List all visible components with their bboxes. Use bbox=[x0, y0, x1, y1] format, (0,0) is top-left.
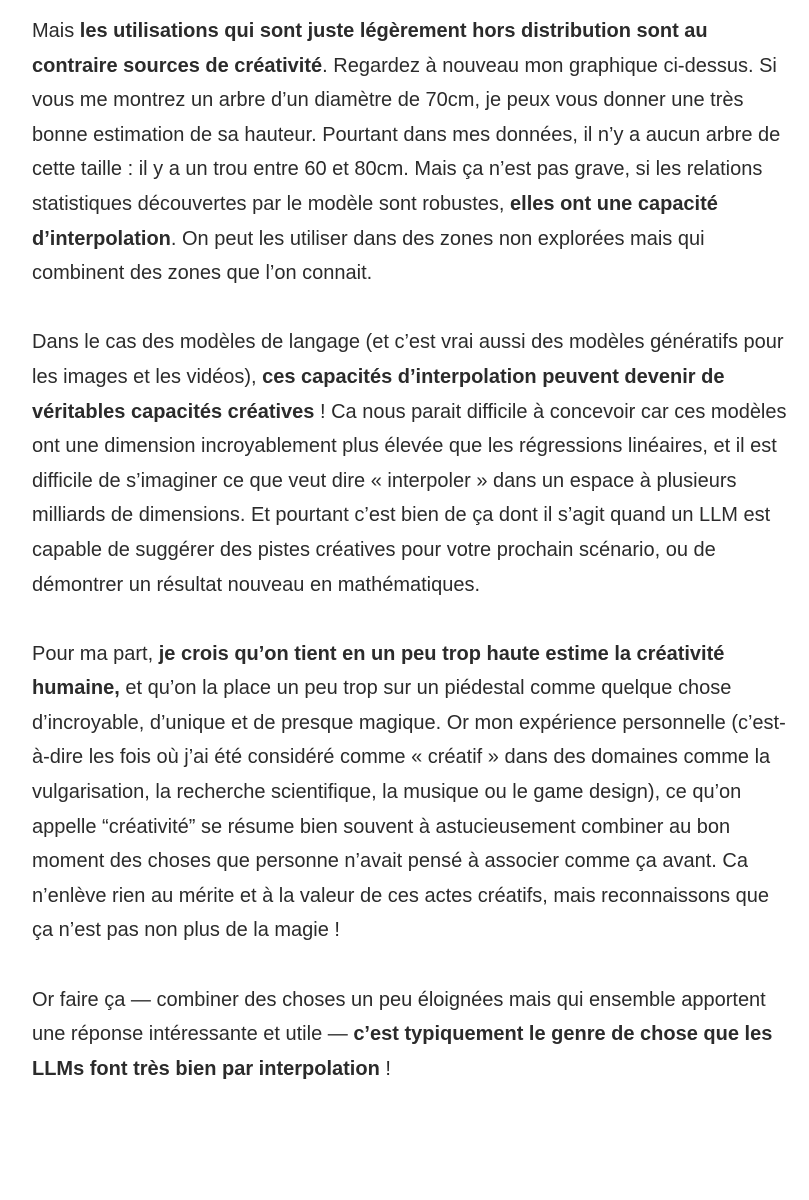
text: Pour ma part, bbox=[32, 642, 159, 665]
bold-text: c’est typiquement le genre de chose que les LLMs font très bien par interpolation bbox=[32, 1023, 773, 1080]
paragraph-4 bbox=[32, 983, 788, 1087]
article-body bbox=[32, 14, 788, 1121]
text: . On peut les utiliser dans des zones non explorées mais qui combinent des zones que l’on connait. bbox=[32, 227, 705, 285]
paragraph-1 bbox=[32, 14, 788, 291]
bold-text: je crois qu’on tient en un peu trop haute estime la créativité humaine, bbox=[32, 642, 725, 700]
bold-text: ces capacités d’interpolation peuvent devenir de véritables capacités créatives bbox=[32, 365, 725, 423]
paragraph-2 bbox=[32, 325, 788, 602]
bold-text: elles ont une capacité d’interpolation bbox=[32, 192, 718, 250]
text: . Regardez à nouveau mon graphique ci-dessus. Si vous me montrez un arbre d’un diamètre de 70cm, je peux vous donner une très bonne estimation de sa hauteur. Pourtant dans mes données, il n’y a aucun arbre de cette taille : il y a un trou entre 60 et 80cm. Mais ça n’est pas grave, si les relations statistiques découvertes par le modèle sont robustes, bbox=[32, 54, 781, 215]
text: ! Ca nous parait difficile à concevoir car ces modèles ont une dimension incroyablement plus élevée que les régressions linéaires, et il est difficile de s’imaginer ce que veut dire « interpoler » dans un espace à plusieurs milliards de dimensions. Et pourtant c’est bien de ça dont il s’agit quand un LLM est capable de suggérer des pistes créatives pour votre prochain scénario, ou de démontrer un résultat nouveau en mathématiques. bbox=[32, 400, 787, 596]
bold-text: les utilisations qui sont juste légèrement hors distribution sont au contraire sources de créativité bbox=[32, 20, 708, 77]
text: Dans le cas des modèles de langage (et c’est vrai aussi des modèles génératifs pour les images et les vidéos), bbox=[32, 331, 784, 388]
text: Or faire ça — combiner des choses un peu éloignées mais qui ensemble apportent une réponse intéressante et utile — bbox=[32, 988, 766, 1046]
text: ! bbox=[379, 1057, 391, 1080]
text: Mais bbox=[32, 20, 80, 42]
text: et qu’on la place un peu trop sur un piédestal comme quelque chose d’incroyable, d’unique et de presque magique. Or mon expérience personnelle (c’est-à-dire les fois où j’ai été considéré comme « créatif » dans des domaines comme la vulgarisation, la recherche scientifique, la musique ou le game design), ce qu’on appelle “créativité” se résume bien souvent à astucieusement combiner au bon moment des choses que personne n’avait pensé à associer comme ça avant. Ca n’enlève rien au mérite et à la valeur de ces actes créatifs, mais reconnaissons que ça n’est pas non plus de la magie ! bbox=[32, 677, 786, 942]
paragraph-3 bbox=[32, 637, 788, 948]
